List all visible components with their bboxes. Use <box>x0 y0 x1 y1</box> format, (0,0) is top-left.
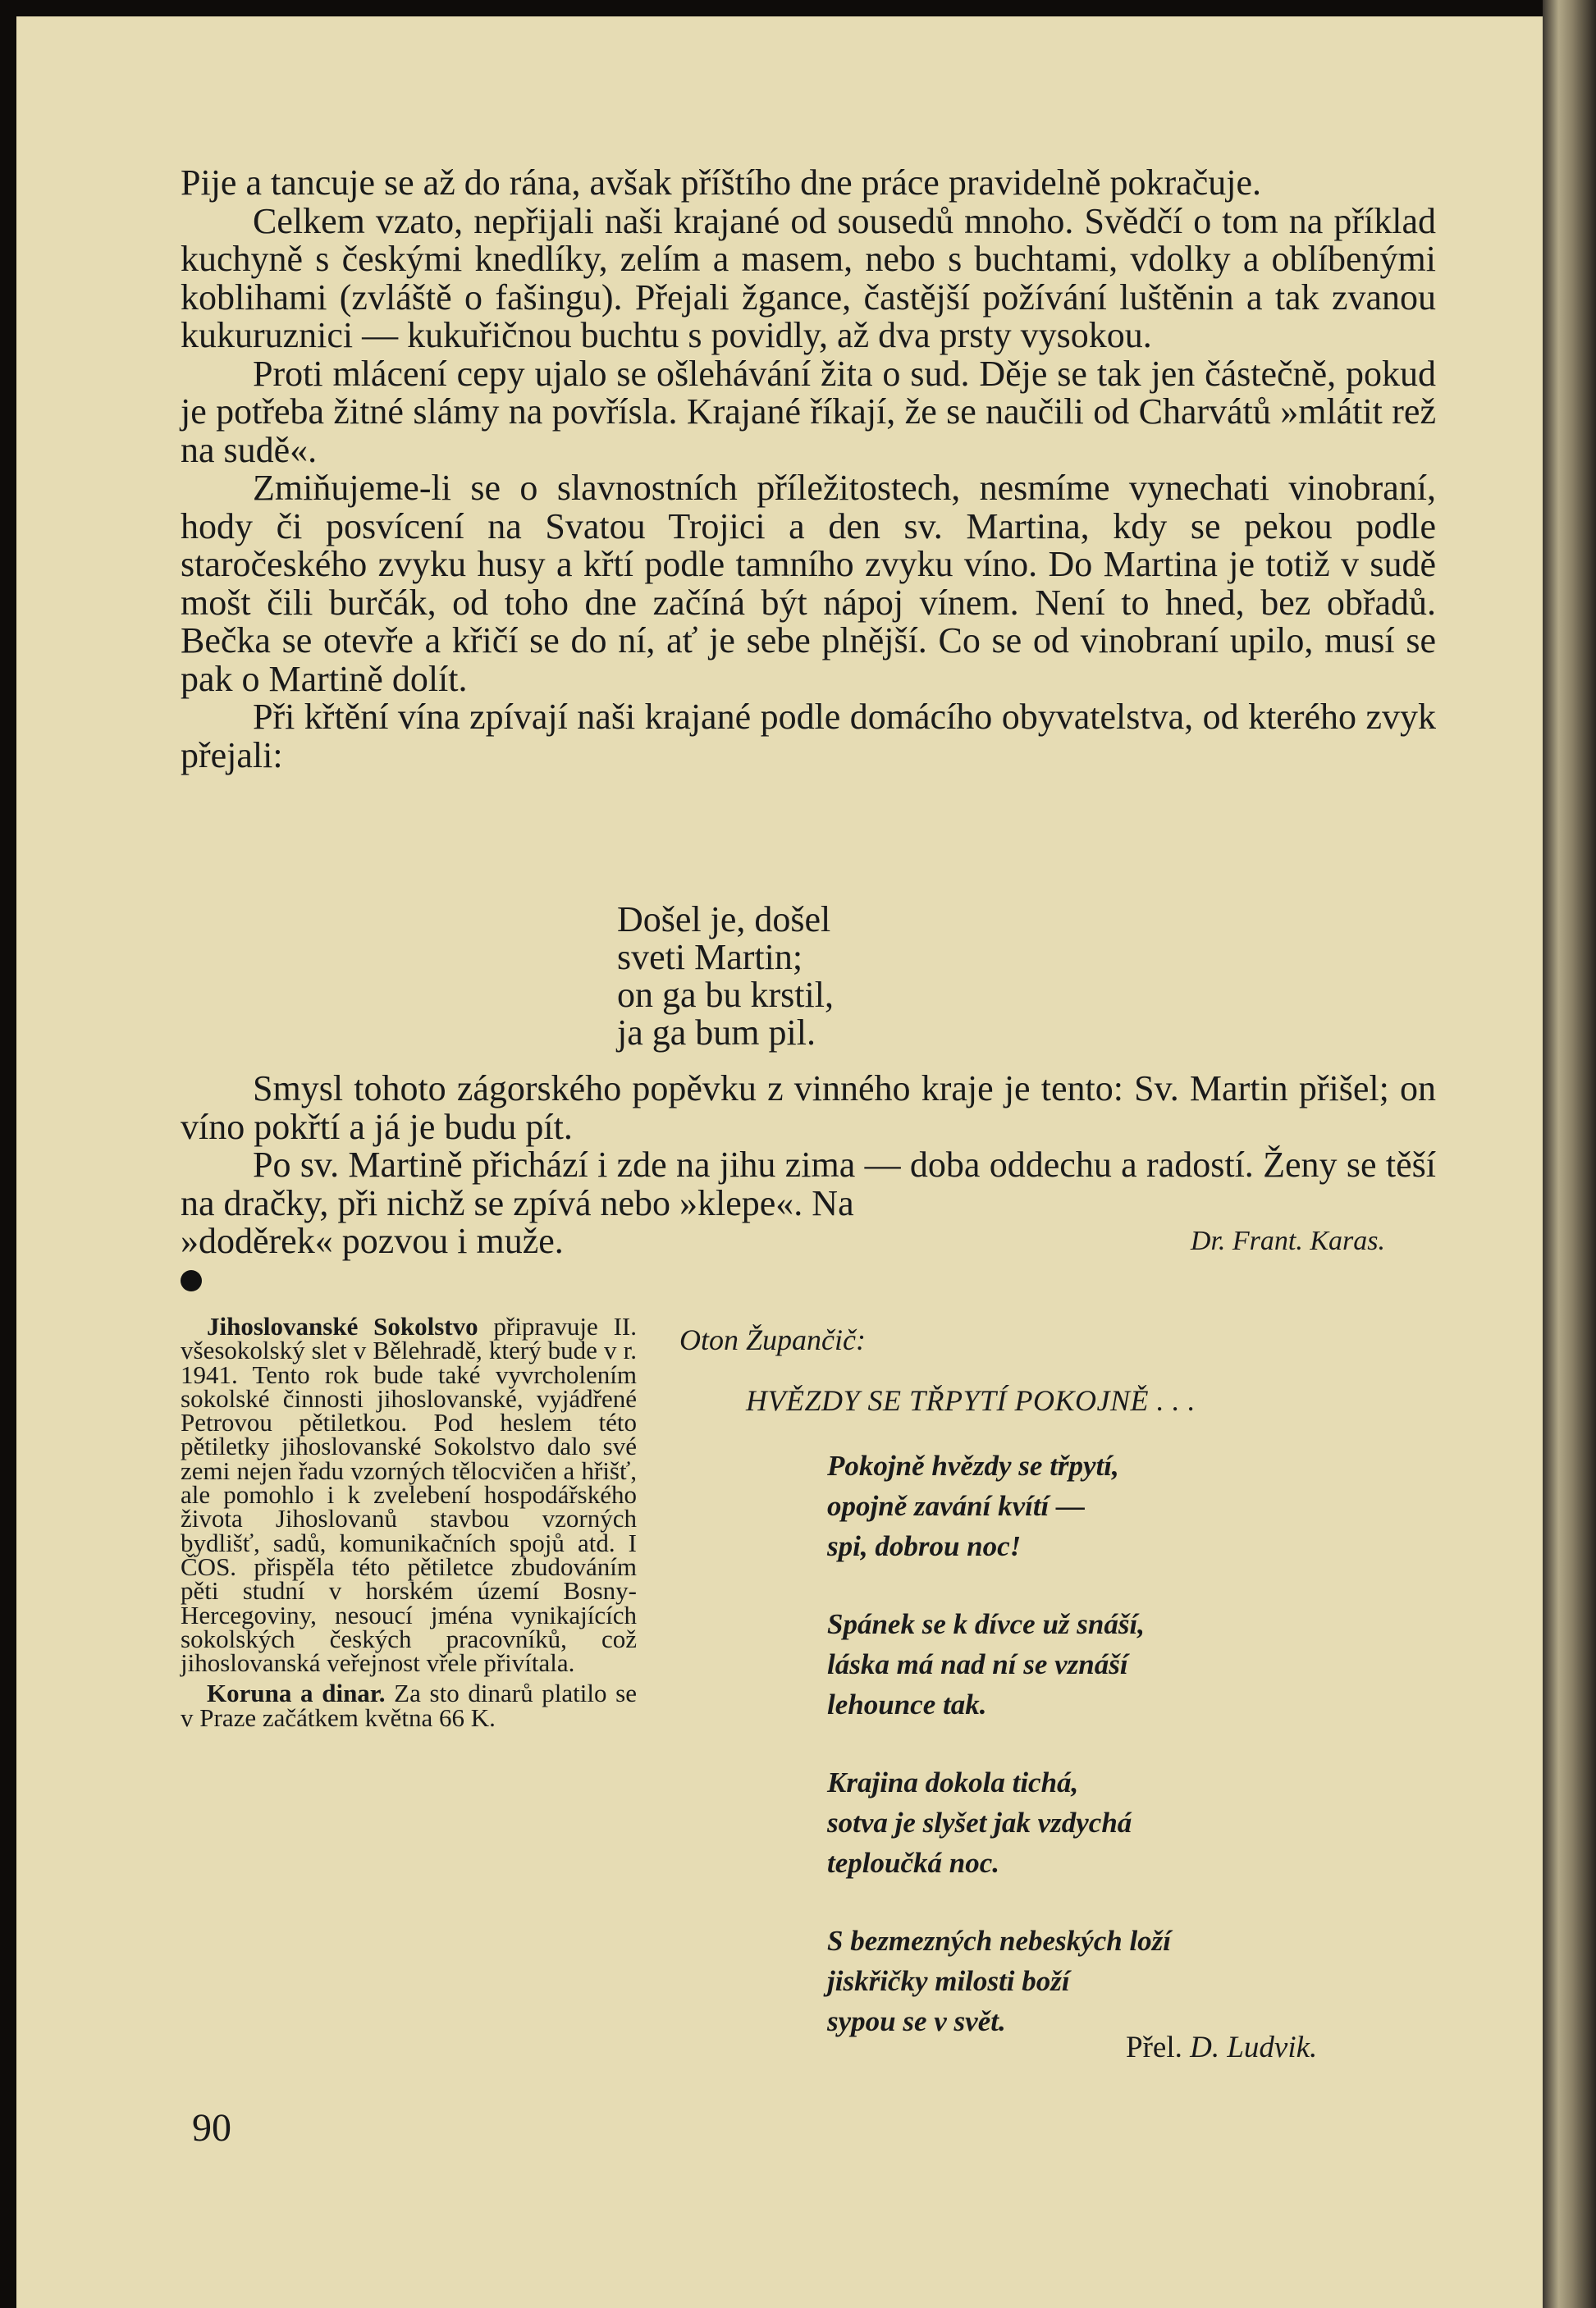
song-line: on ga bu krstil, <box>617 975 834 1015</box>
stanza <box>827 1446 1171 1566</box>
verse-line: Pokojně hvězdy se třpytí, <box>827 1450 1119 1482</box>
verse-line: opojně zavání kvítí — <box>827 1490 1086 1522</box>
verse-line: teploučká noc. <box>827 1847 999 1879</box>
translator-credit <box>1126 2030 1317 2065</box>
paragraph-6: Smysl tohoto zágorského popěvku z vinného kraje je tento: Sv. Martin přišel; on víno pokřtí a já je budu pít. <box>181 1068 1436 1147</box>
verse-line: Krajina dokola tichá, <box>827 1766 1079 1798</box>
stanza <box>827 1921 1171 2041</box>
verse-line: S bezmezných nebeských loží <box>827 1925 1172 1957</box>
stanza <box>827 1762 1171 1883</box>
verse-line: lehounce tak. <box>827 1689 987 1721</box>
paragraph-7: Po sv. Martině přichází i zde na jihu zima — doba oddechu a radostí. Ženy se těší na dračky, při nichž se zpívá nebo »klepe«. Na <box>181 1145 1436 1223</box>
martin-song <box>617 901 834 1052</box>
page-number: 90 <box>192 2106 231 2150</box>
article-body-continued <box>181 1070 1436 1261</box>
translator-prefix: Přel. <box>1126 2031 1182 2064</box>
paragraph-3: Proti mlácení cepy ujalo se ošlehávání žita o sud. Děje se tak jen částečně, pokud je potřeba žitné slámy na povřísla. Krajané říkají, že se naučili od Charvátů »mlátit rež na sudě«. <box>181 353 1436 470</box>
poem-author: Oton Župančič: <box>679 1323 866 1356</box>
verse-line: láska má nad ní se vznáší <box>827 1648 1128 1680</box>
sidebar-notes <box>181 1314 637 1730</box>
note-currency-heading: Koruna a dinar. <box>207 1679 386 1708</box>
note-sokol-text: připravuje II. všesokolský slet v Bělehradě, který bude v r. 1941. Tento rok bude také vyvrcholením sokolské činnosti jihoslovanské, vyjádřené Petrovou pětiletkou. Pod heslem této pětiletky jihoslovanské Sokolstvo dalo své zemi nejen řadu vzorných tělocvičen a hřišť, ale pomohlo i k zvelebení hospodářského života Jihoslovanů stavbou vzorných bydlišť, sadů, komunikačních spojů atd. I ČOS. přispěla této pětiletce zbudováním pěti studní v horském území Bosny-Hercegoviny, nesoucí jména vynikajících sokolských českých pracovníků, což jihoslovanská veřejnost vřele přivítala. <box>181 1312 637 1678</box>
song-line: ja ga bum pil. <box>617 1012 816 1053</box>
paper-sheet <box>16 16 1543 2308</box>
book-spine <box>1543 0 1596 2308</box>
note-sokol <box>181 1312 637 1678</box>
note-currency-text: Za sto dinarů platilo se v Praze začátkem května 66 K. <box>181 1679 637 1732</box>
stanza <box>827 1604 1171 1725</box>
verse-line: spi, dobrou noc! <box>827 1530 1022 1562</box>
verse-line: jiskřičky milosti boží <box>827 1965 1070 1997</box>
paragraph-4: Zmiňujeme-li se o slavnostních příležitostech, nesmíme vynechati vinobraní, hody či posvícení na Svatou Trojici a den sv. Martina, kdy se pekou podle staročeského zvyku husy a křtí podle tamního zvyku víno. Do Martina je totiž v sudě mošt čili burčák, od toho dne začíná být nápoj vínem. Není to hned, bez obřadů. Bečka se otevře a křičí se do ní, ať je sebe plnější. Co se od vinobraní upilo, musí se pak o Martině dolít. <box>181 468 1436 699</box>
verse-line: sotva je slyšet jak vzdychá <box>827 1807 1132 1839</box>
note-currency <box>181 1681 637 1730</box>
poem-title: HVĚZDY SE TŘPYTÍ POKOJNĚ . . . <box>746 1384 1196 1417</box>
article-signature: Dr. Frant. Karas. <box>1190 1226 1385 1256</box>
note-sokol-heading: Jihoslovanské Sokolstvo <box>207 1312 478 1341</box>
paragraph-5: Při křtění vína zpívají naši krajané podle domácího obyvatelstva, od kterého zvyk přejali: <box>181 697 1436 775</box>
article-body <box>181 164 1436 775</box>
song-line: Došel je, došel <box>617 899 831 939</box>
verse-line: sypou se v svět. <box>827 2005 1006 2037</box>
paragraph-1: Pije a tancuje se až do rána, avšak příštího dne práce pravidelně pokračuje. <box>181 162 1261 203</box>
bullet-icon <box>181 1270 202 1291</box>
song-line: sveti Martin; <box>617 937 803 977</box>
closing-text: »doděrek« pozvou i muže. <box>181 1221 564 1261</box>
paragraph-2: Celkem vzato, nepřijali naši krajané od sousedů mnoho. Svědčí o tom na příklad kuchyně s českými knedlíky, zelím a masem, nebo s buchtami, vdolky a oblíbenými koblihami (zvláště o fašingu). Přejali žgance, častější požívání luštěnin a tak zvanou kukuruznici — kukuřičnou buchtu s povidly, až dva prsty vysokou. <box>181 200 1436 355</box>
verse-line: Spánek se k dívce už snáší, <box>827 1608 1145 1640</box>
closing-line <box>181 1223 1436 1261</box>
translator-name: D. Ludvik. <box>1190 2031 1318 2064</box>
poem-stars <box>827 1446 1171 2079</box>
